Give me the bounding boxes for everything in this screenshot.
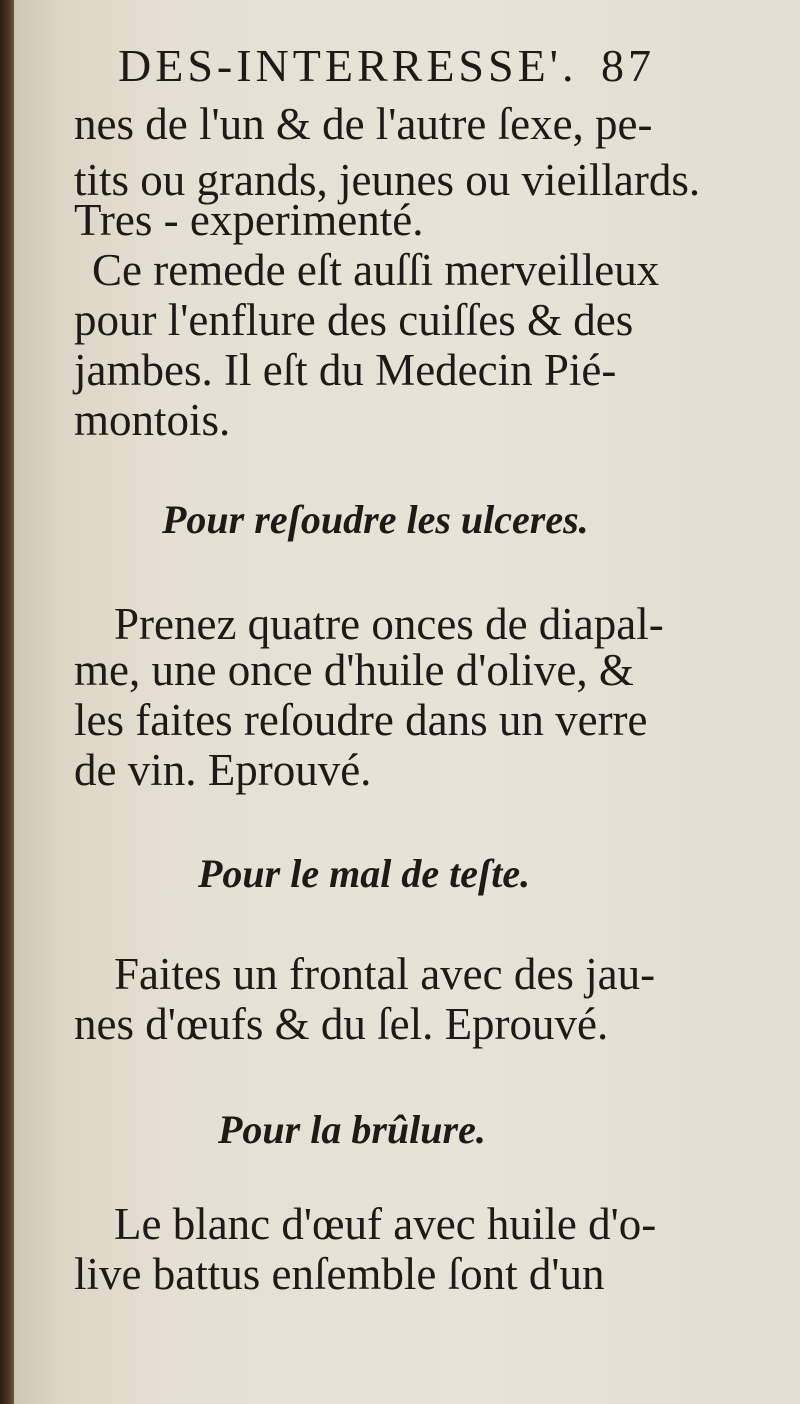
- text-line: Ce remede eſt auſſi merveilleux: [92, 245, 660, 295]
- section-heading: Pour reſoudre les ulceres.: [162, 497, 589, 542]
- section-heading: Pour le mal de teſte.: [198, 851, 531, 896]
- text-line: tits ou grands, jeunes ou vieillards.: [74, 155, 701, 205]
- text-line: live battus enſemble ſont d'un: [74, 1249, 605, 1299]
- text-line: nes d'œufs & du ſel. Eprouvé.: [74, 999, 609, 1049]
- text-line: les faites reſoudre dans un verre: [74, 695, 648, 745]
- header-title: DES-INTERRESSE'.: [118, 40, 578, 91]
- text-line: jambes. Il eſt du Medecin Pié-: [74, 345, 617, 395]
- text-line: Tres - experimenté.: [74, 195, 424, 245]
- text-line: Prenez quatre onces de diapal-: [114, 599, 664, 649]
- text-line: montois.: [74, 395, 231, 445]
- text-line: Faites un frontal avec des jau-: [114, 949, 656, 999]
- text-line: pour l'enflure des cuiſſes & des: [74, 295, 634, 345]
- running-header: [118, 38, 655, 94]
- text-line: de vin. Eprouvé.: [74, 745, 372, 795]
- page-number: 87: [600, 40, 655, 91]
- book-binding: [0, 0, 14, 1404]
- text-line: Le blanc d'œuf avec huile d'o-: [114, 1199, 657, 1249]
- text-line: nes de l'un & de l'autre ſexe, pe-: [74, 99, 653, 149]
- section-heading: Pour la brûlure.: [218, 1107, 486, 1152]
- book-page: [14, 0, 800, 1404]
- text-line: me, une once d'huile d'olive, &: [74, 645, 634, 695]
